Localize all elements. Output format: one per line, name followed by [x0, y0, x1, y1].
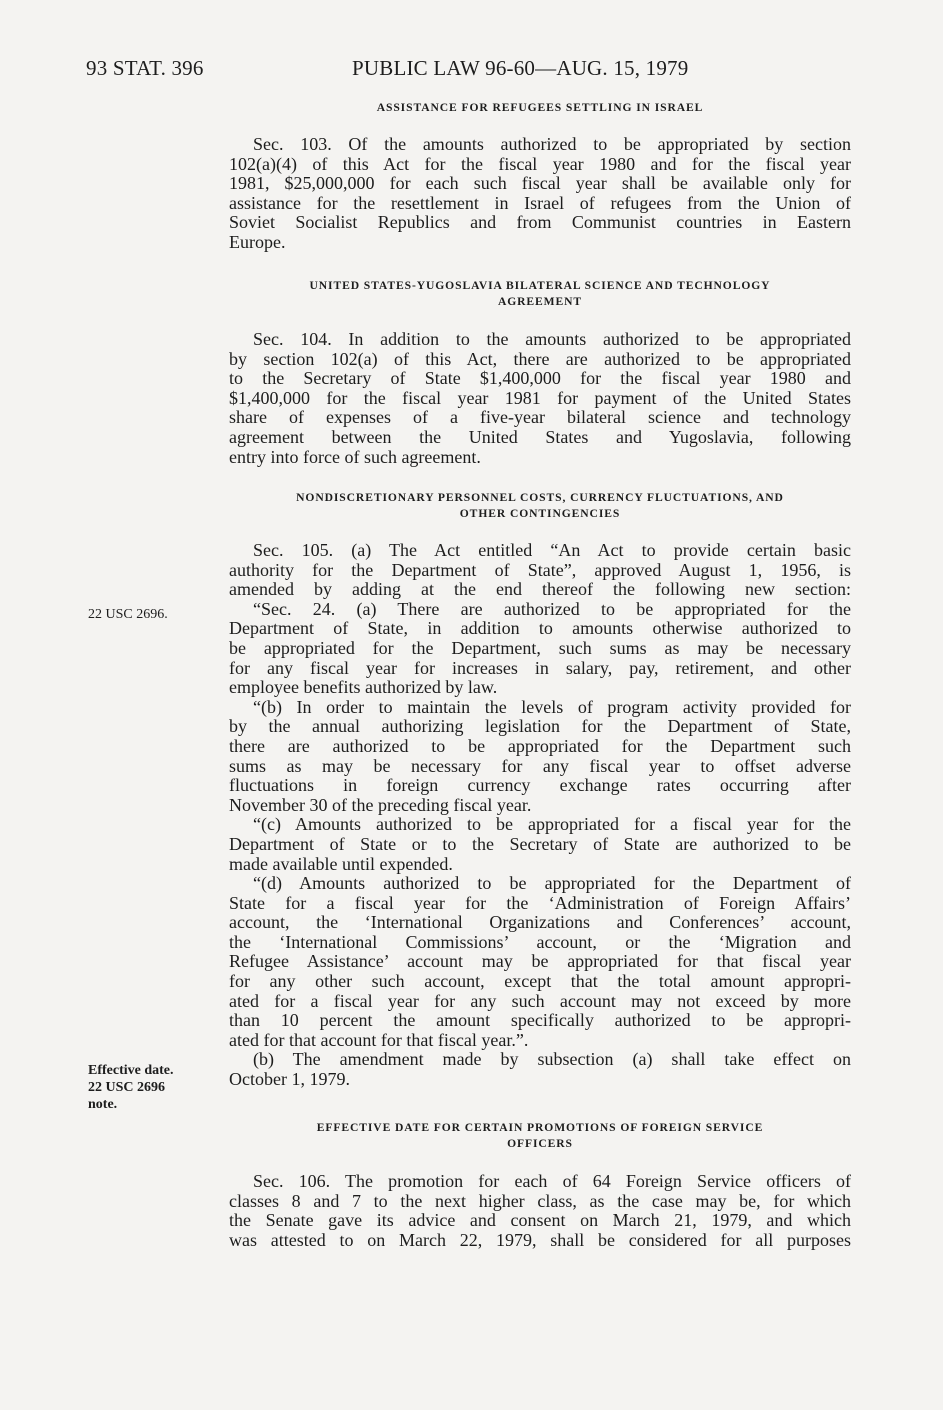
text-line: employee benefits authorized by law.: [229, 677, 498, 698]
text-line: State for a fiscal year for the ‘Administration of Foreign Affairs’: [229, 892, 851, 913]
section-104-text: [229, 330, 851, 467]
text-line: to the Secretary of State $1,400,000 for the fiscal year 1980 and: [229, 368, 851, 389]
text-line: $1,400,000 for the fiscal year 1981 for payment of the United States: [229, 387, 851, 408]
text-line: “(d) Amounts authorized to be appropriated for the Department of: [253, 873, 851, 894]
text-line: share of expenses of a five-year bilateral science and technology: [229, 407, 851, 428]
text-line: by the annual authorizing legislation for the Department of State,: [229, 716, 851, 737]
text-line: the Senate gave its advice and consent on March 21, 1979, and which: [229, 1210, 851, 1231]
text-line: the ‘International Commissions’ account, or the ‘Migration and: [229, 931, 851, 952]
text-line: Department of State or to the Secretary of State are authorized to be: [229, 833, 851, 854]
text-line: assistance for the resettlement in Israel of refugees from the Union of: [229, 192, 851, 213]
text-line: Sec. 106. The promotion for each of 64 Foreign Service officers of: [253, 1171, 851, 1191]
section-104-heading: [229, 278, 851, 310]
text-line: Europe.: [229, 231, 286, 252]
text-line: Department of State, in addition to amounts otherwise authorized to: [229, 618, 851, 639]
text-line: 102(a)(4) of this Act for the fiscal year 1980 and for the fiscal year: [229, 153, 851, 174]
margin-note-line: 22 USC 2696: [88, 1080, 166, 1095]
heading-line: NONDISCRETIONARY PERSONNEL COSTS, CURRENCY FLUCTUATIONS, AND: [296, 491, 784, 504]
text-line: by section 102(a) of this Act, there are authorized to be appropriated: [229, 348, 851, 369]
text-line: Refugee Assistance’ account may be appropriated for that fiscal year: [229, 951, 851, 972]
heading-line: ASSISTANCE FOR REFUGEES SETTLING IN ISRAEL: [376, 101, 704, 114]
text-line: there are authorized to be appropriated for the Department such: [229, 735, 851, 756]
text-line: Sec. 105. (a) The Act entitled “An Act to provide certain basic: [253, 540, 851, 560]
section-106-text: [229, 1172, 851, 1250]
heading-line: UNITED STATES-YUGOSLAVIA BILATERAL SCIENCE AND TECHNOLOGY: [309, 279, 771, 292]
text-line: than 10 percent the amount specifically authorized to be appropri-: [229, 1010, 851, 1031]
page-header-title: PUBLIC LAW 96-60—AUG. 15, 1979: [352, 56, 689, 80]
text-line: fluctuations in foreign currency exchange rates occurring after: [229, 775, 851, 796]
text-line: authority for the Department of State”, approved August 1, 1956, is: [229, 559, 851, 580]
text-line: ated for that account for that fiscal year.”.: [229, 1029, 529, 1050]
text-line: Sec. 104. In addition to the amounts authorized to be appropriated: [253, 329, 851, 349]
text-line: “(b) In order to maintain the levels of program activity provided for: [253, 696, 851, 717]
text-line: ated for a fiscal year for any such account may not exceed by more: [229, 990, 851, 1011]
heading-line: AGREEMENT: [497, 295, 583, 308]
bleed-through-texture: [100, 285, 210, 485]
text-line: amended by adding at the end thereof the following new section:: [229, 579, 851, 600]
text-line: for any other such account, except that the total amount appropri-: [229, 971, 851, 992]
margin-note-effective-date: [88, 1062, 174, 1113]
text-line: November 30 of the preceding fiscal year.: [229, 794, 532, 815]
section-106-heading: [229, 1120, 851, 1152]
section-105-heading: [229, 490, 851, 522]
text-line: 1981, $25,000,000 for each such fiscal year shall be available only for: [229, 173, 851, 194]
margin-note-line: note.: [88, 1097, 118, 1112]
text-line: for any fiscal year for increases in salary, pay, retirement, and other: [229, 657, 851, 678]
heading-line: OFFICERS: [507, 1137, 573, 1150]
heading-line: EFFECTIVE DATE FOR CERTAIN PROMOTIONS OF FOREIGN SERVICE: [316, 1121, 764, 1134]
text-line: made available until expended.: [229, 853, 453, 874]
heading-line: OTHER CONTINGENCIES: [459, 507, 621, 520]
text-line: entry into force of such agreement.: [229, 446, 481, 467]
text-line: “Sec. 24. (a) There are authorized to be appropriated for the: [253, 598, 851, 619]
margin-note-line: Effective date.: [88, 1063, 174, 1078]
text-line: be appropriated for the Department, such sums as may be necessary: [229, 637, 851, 658]
text-line: sums as may be necessary for any fiscal year to offset adverse: [229, 755, 851, 776]
text-line: was attested to on March 22, 1979, shall be considered for all purposes: [229, 1229, 851, 1250]
section-103-heading: [229, 100, 851, 116]
margin-note-usc: 22 USC 2696.: [88, 607, 168, 622]
stat-citation: 93 STAT. 396: [86, 56, 204, 80]
section-103-text: [229, 135, 851, 253]
text-line: Sec. 103. Of the amounts authorized to be appropriated by section: [253, 134, 851, 154]
text-line: (b) The amendment made by subsection (a) shall take effect on: [253, 1049, 851, 1070]
text-line: account, the ‘International Organizations and Conferences’ account,: [229, 912, 851, 933]
text-line: October 1, 1979.: [229, 1069, 350, 1090]
text-line: “(c) Amounts authorized to be appropriated for a fiscal year for the: [253, 814, 851, 835]
text-line: classes 8 and 7 to the next higher class, as the case may be, for which: [229, 1190, 851, 1211]
section-105-text: [229, 541, 851, 1090]
text-line: agreement between the United States and Yugoslavia, following: [229, 426, 851, 447]
text-line: Soviet Socialist Republics and from Communist countries in Eastern: [229, 212, 851, 233]
